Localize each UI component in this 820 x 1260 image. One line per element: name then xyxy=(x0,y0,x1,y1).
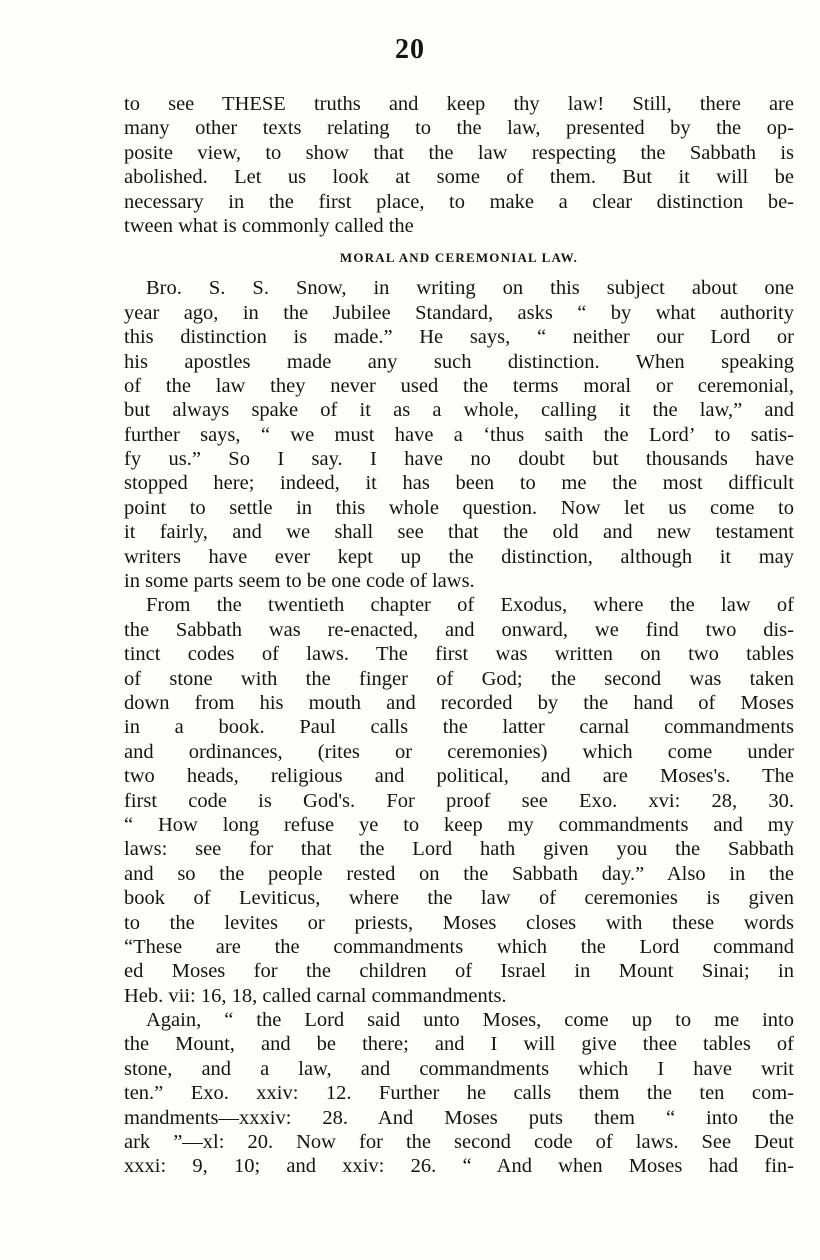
text-line: posite view, to show that the law respecting the Sabbath is xyxy=(124,141,794,164)
text-line: down from his mouth and recorded by the hand of Moses xyxy=(124,691,794,714)
text-line: Bro. S. S. Snow, in writing on this subject about one xyxy=(146,277,794,300)
text-line: tween what is commonly called the xyxy=(124,214,414,237)
text-line: in some parts seem to be one code of laws. xyxy=(124,570,475,593)
text-line: this distinction is made.” He says, “ neither our Lord or xyxy=(124,326,794,349)
text-line: it fairly, and we shall see that the old and new testament xyxy=(124,521,794,544)
text-line: but always spake of it as a whole, calling it the law,” and xyxy=(124,399,794,422)
paragraph-exodus xyxy=(124,593,794,1008)
text-line: of stone with the finger of God; the second was taken xyxy=(124,667,794,690)
text-line: and so the people rested on the Sabbath day.” Also in the xyxy=(124,862,794,885)
text-line: “ How long refuse ye to keep my commandments and my xyxy=(124,813,794,836)
text-line: stone, and a law, and commandments which I have writ xyxy=(124,1057,794,1080)
page-number: 20 xyxy=(395,34,425,65)
text-line: laws: see for that the Lord hath given you the Sabbath xyxy=(124,838,794,861)
text-line: to the levites or priests, Moses closes with these words xyxy=(124,911,794,934)
text-line: first code is God's. For proof see Exo. xvi: 28, 30. xyxy=(124,789,794,812)
text-line: many other texts relating to the law, presented by the op- xyxy=(124,117,794,140)
text-line: From the twentieth chapter of Exodus, where the law of xyxy=(146,594,794,617)
text-line: point to settle in this whole question. Now let us come to xyxy=(124,496,794,519)
text-line: the Sabbath was re-enacted, and onward, we find two dis- xyxy=(124,618,794,641)
text-line: ark ”—xl: 20. Now for the second code of laws. See Deut xyxy=(124,1131,794,1154)
text-line: further says, “ we must have a ‘thus saith the Lord’ to satis- xyxy=(124,423,794,446)
paragraph-again xyxy=(124,1008,794,1179)
text-line: year ago, in the Jubilee Standard, asks “ by what authority xyxy=(124,301,794,324)
text-line: Again, “ the Lord said unto Moses, come up to me into xyxy=(146,1009,794,1032)
intro-paragraph xyxy=(124,92,794,238)
text-line: Heb. vii: 16, 18, called carnal commandments. xyxy=(124,984,507,1007)
section-heading: MORAL AND CEREMONIAL LAW. xyxy=(339,250,579,266)
text-line: “These are the commandments which the Lord command xyxy=(124,935,794,958)
text-line: tinct codes of laws. The first was written on two tables xyxy=(124,643,794,666)
text-line: and ordinances, (rites or ceremonies) which come under xyxy=(124,740,794,763)
text-line: xxxi: 9, 10; and xxiv: 26. “ And when Moses had fin- xyxy=(124,1155,794,1178)
text-line: of the law they never used the terms moral or ceremonial, xyxy=(124,374,794,397)
text-line: abolished. Let us look at some of them. But it will be xyxy=(124,166,794,189)
text-line: ed Moses for the children of Israel in Mount Sinai; in xyxy=(124,960,794,983)
text-line: ten.” Exo. xxiv: 12. Further he calls them the ten com- xyxy=(124,1082,794,1105)
text-line: his apostles made any such distinction. When speaking xyxy=(124,350,794,373)
text-line: fy us.” So I say. I have no doubt but thousands have xyxy=(124,448,794,471)
text-line: writers have ever kept up the distinction, although it may xyxy=(124,545,794,568)
paragraph-snow xyxy=(124,276,794,593)
text-line: to see THESE truths and keep thy law! Still, there are xyxy=(124,93,794,115)
text-line: necessary in the first place, to make a clear distinction be- xyxy=(124,190,794,213)
text-line: mandments—xxxiv: 28. And Moses puts them “ into the xyxy=(124,1106,794,1129)
body-text xyxy=(124,92,794,1179)
text-line: stopped here; indeed, it has been to me the most difficult xyxy=(124,472,794,495)
text-line: in a book. Paul calls the latter carnal commandments xyxy=(124,716,794,739)
text-line: the Mount, and be there; and I will give thee tables of xyxy=(124,1033,794,1056)
text-line: two heads, religious and political, and are Moses's. The xyxy=(124,765,794,788)
text-line: book of Leviticus, where the law of ceremonies is given xyxy=(124,887,794,910)
